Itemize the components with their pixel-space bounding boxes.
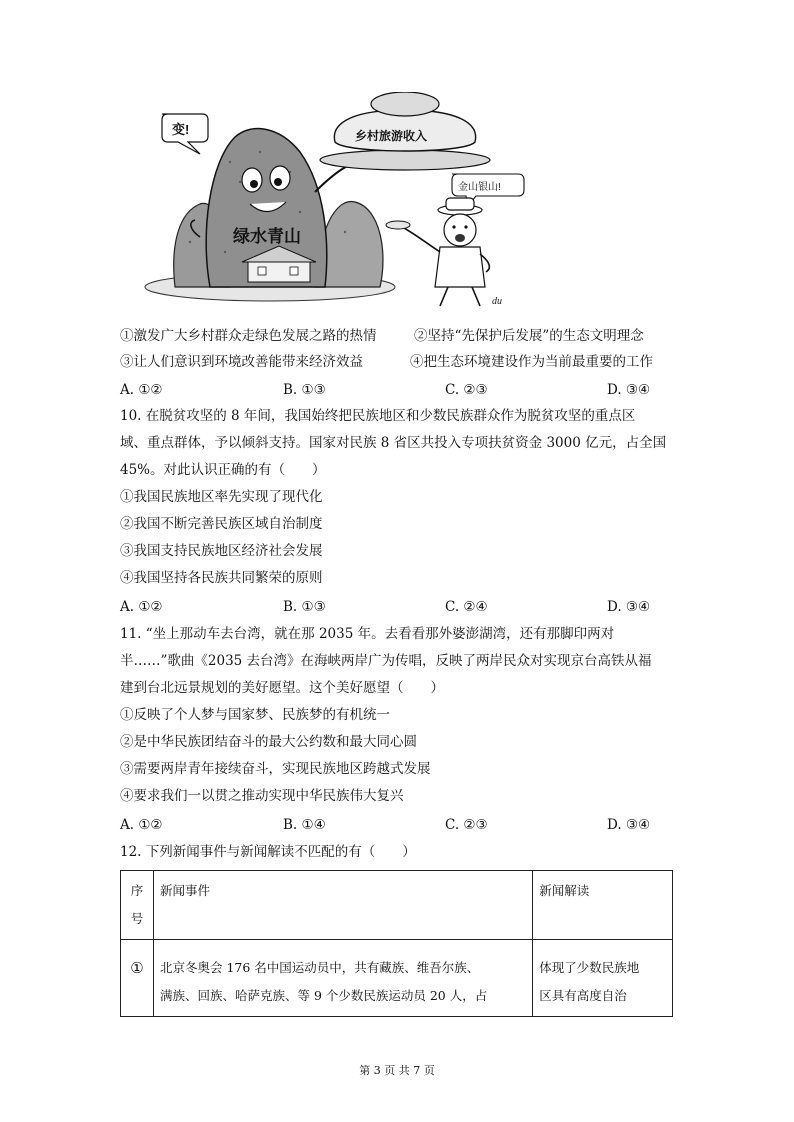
header-event-cell: 新闻事件 xyxy=(153,871,532,940)
q10-option-c[interactable]: C. ②④ xyxy=(445,599,488,615)
q10-statement-2: ②我国不断完善民族区域自治制度 xyxy=(120,516,323,532)
plate-label: 乡村旅游收入 xyxy=(355,129,428,143)
q10-statement-1: ①我国民族地区率先实现了现代化 xyxy=(120,489,323,505)
table-row xyxy=(121,940,673,1017)
bubble-gold-text: 金山银山! xyxy=(458,182,501,193)
header-seq-cell xyxy=(121,871,154,940)
q10-option-d[interactable]: D. ③④ xyxy=(607,599,651,615)
q9-option-d[interactable]: D. ③④ xyxy=(607,382,651,398)
row1-reading-cell xyxy=(533,940,673,1017)
q10-stem-line-1: 10. 在脱贫攻坚的 8 年间，我国始终把民族地区和少数民族群众作为脱贫攻坚的重点区 xyxy=(120,408,636,424)
q9-option-b[interactable]: B. ①③ xyxy=(283,382,326,398)
q11-option-b[interactable]: B. ①④ xyxy=(283,817,326,833)
q10-stem-line-2: 域、重点群体，予以倾斜支持。国家对民族 8 省区共投入专项扶贫资金 3000 亿元，占全国 xyxy=(120,435,667,451)
q10-option-b[interactable]: B. ①③ xyxy=(283,599,326,615)
table-header-row xyxy=(121,871,673,940)
q9-option-c[interactable]: C. ②③ xyxy=(445,382,488,398)
artist-signature: du xyxy=(492,296,502,307)
q9-statement-1: ①激发广大乡村群众走绿色发展之路的热情 xyxy=(120,328,377,344)
q11-statement-2: ②是中华民族团结奋斗的最大公约数和最大同心圆 xyxy=(120,734,417,750)
header-seq-line-2: 号 xyxy=(130,911,144,926)
q11-option-a[interactable]: A. ①② xyxy=(120,817,163,833)
q11-stem-line-1: 11. “坐上那动车去台湾，就在那 2035 年。去看看那外婆澎湖湾，还有那脚印两对 xyxy=(120,626,615,642)
news-table xyxy=(120,870,673,1017)
q11-option-d[interactable]: D. ③④ xyxy=(607,817,651,833)
q11-statement-4: ④要求我们一以贯之推动实现中华民族伟大复兴 xyxy=(120,788,404,804)
q10-option-a[interactable]: A. ①② xyxy=(120,599,163,615)
q12-stem: 12. 下列新闻事件与新闻解读不匹配的有（ ） xyxy=(120,844,416,860)
header-reading-cell: 新闻解读 xyxy=(533,871,673,940)
q9-statement-3: ③让人们意识到环境改善能带来经济效益 xyxy=(120,354,363,370)
page-footer: 第 3 页 共 7 页 xyxy=(359,1064,435,1077)
mountain-label: 绿水青山 xyxy=(233,227,301,246)
row1-reading-line-1: 体现了少数民族地 xyxy=(539,960,640,975)
q11-statement-1: ①反映了个人梦与国家梦、民族梦的有机统一 xyxy=(120,707,390,723)
row1-event-line-2: 满族、回族、哈萨克族、等 9 个少数民族运动员 20 人，占 xyxy=(159,988,488,1003)
row1-event-cell xyxy=(153,940,532,1017)
q9-statement-2: ②坚持“先保护后发展”的生态文明理念 xyxy=(414,328,644,344)
q9-statement-4: ④把生态环境建设作为当前最重要的工作 xyxy=(410,354,653,370)
row1-reading-line-2: 区具有高度自治 xyxy=(539,988,627,1003)
q11-statement-3: ③需要两岸青年接续奋斗，实现民族地区跨越式发展 xyxy=(120,761,431,777)
cartoon-illustration xyxy=(140,92,530,310)
row1-seq-cell: ① xyxy=(121,940,154,1017)
q9-option-a[interactable]: A. ①② xyxy=(120,382,163,398)
row1-event-line-1: 北京冬奥会 176 名中国运动员中，共有藏族、维吾尔族、 xyxy=(159,960,480,975)
bubble-change-text: 变! xyxy=(172,122,190,137)
q10-statement-3: ③我国支持民族地区经济社会发展 xyxy=(120,543,323,559)
q11-option-c[interactable]: C. ②③ xyxy=(445,817,488,833)
q11-stem-line-3: 建到台北远景规划的美好愿望。这个美好愿望（ ） xyxy=(120,680,444,696)
q10-stem-line-3: 45%。对此认识正确的有（ ） xyxy=(120,462,326,478)
q10-statement-4: ④我国坚持各民族共同繁荣的原则 xyxy=(120,570,323,586)
q11-stem-line-2: 半……”歌曲《2035 去台湾》在海峡两岸广为传唱，反映了两岸民众对实现京台高铁从福 xyxy=(120,653,652,669)
header-seq-line-1: 序 xyxy=(130,883,144,898)
